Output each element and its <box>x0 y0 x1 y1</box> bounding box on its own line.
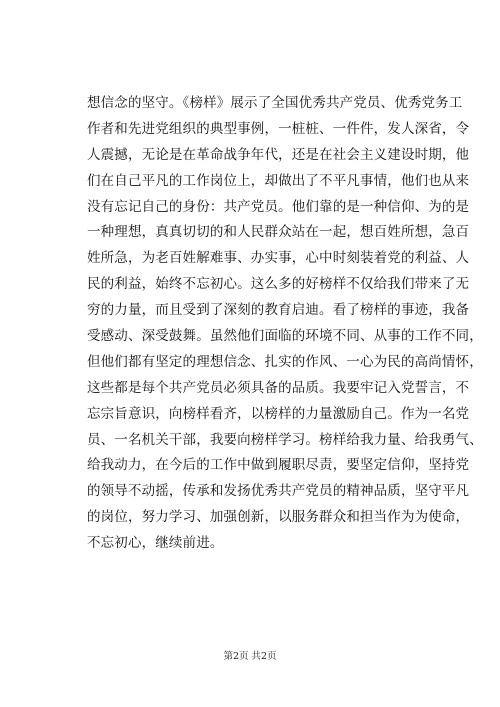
paragraph-line-18: 不忘初心，继续前进。 <box>87 535 224 552</box>
paragraph-line-4: 们在自己平凡的工作岗位上，却做出了不平凡事情，他们也从来 <box>87 172 470 189</box>
paragraph-line-6: 一种理想，真真切切的和人民群众站在一起，想百姓所想，急百 <box>87 224 470 241</box>
paragraph-line-13: 忘宗旨意识，向榜样看齐，以榜样的力量激励自己。作为一名党 <box>87 405 470 422</box>
paragraph-line-12: 这些都是每个共产党员必须具备的品质。我要牢记入党誓言，不 <box>87 379 470 396</box>
paragraph-line-5: 没有忘记自己的身份：共产党员。他们靠的是一种信仰、为的是 <box>87 198 470 215</box>
paragraph-line-8: 民的利益，始终不忘初心。这么多的好榜样不仅给我们带来了无 <box>87 276 470 293</box>
page-number-footer: 第2页 共2页 <box>223 651 277 662</box>
paragraph-line-10: 受感动、深受鼓舞。虽然他们面临的环境不同、从事的工作不同， <box>87 328 483 345</box>
paragraph-line-16: 的领导不动摇，传承和发扬优秀共产党员的精神品质，坚守平凡 <box>87 483 470 500</box>
document-body <box>87 91 483 557</box>
paragraph-line-7: 姓所急，为老百姓解难事、办实事，心中时刻装着党的利益、人 <box>87 250 470 267</box>
paragraph-line-3: 人震撼，无论是在革命战争年代，还是在社会主义建设时期，他 <box>87 146 470 163</box>
paragraph-line-1: 想信念的坚守。《榜样》展示了全国优秀共产党员、优秀党务工 <box>87 95 463 111</box>
paragraph-line-17: 的岗位，努力学习、加强创新，以服务群众和担当作为为使命， <box>87 509 470 526</box>
paragraph-line-15: 给我动力，在今后的工作中做到履职尽责，要坚定信仰，坚持党 <box>87 457 470 474</box>
paragraph-line-11: 但他们都有坚定的理想信念、扎实的作风、一心为民的高尚情怀， <box>87 353 483 370</box>
paragraph-line-9: 穷的力量，而且受到了深刻的教育启迪。看了榜样的事迹，我备 <box>87 302 470 319</box>
paragraph-line-14: 员、一名机关干部，我要向榜样学习。榜样给我力量、给我勇气、 <box>87 431 483 448</box>
paragraph-line-2: 作者和先进党组织的典型事例，一桩桩、一件件，发人深省，令 <box>87 120 470 137</box>
